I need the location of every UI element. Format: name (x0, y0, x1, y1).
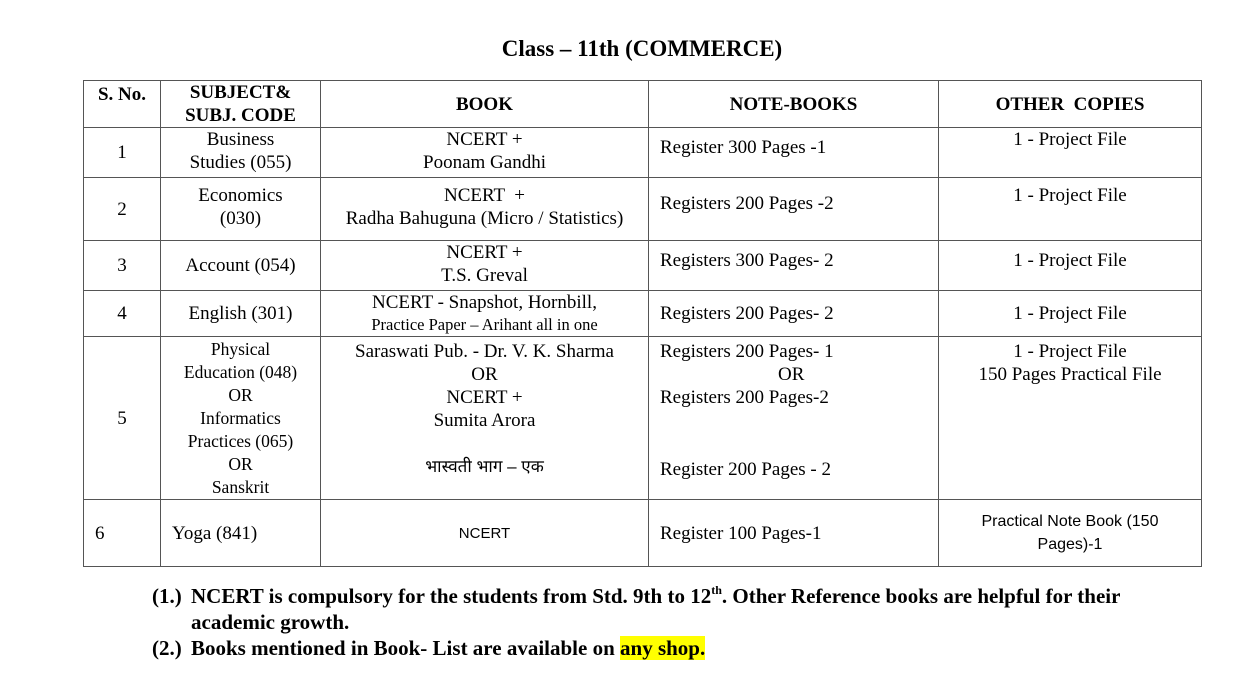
header-book: BOOK (321, 81, 649, 128)
cell-sno: 2 (84, 178, 161, 241)
table-row (84, 178, 1202, 241)
cell-subject: Yoga (841) (161, 500, 321, 567)
cell-book (321, 291, 649, 337)
note-item (152, 583, 1252, 635)
subject-line: Business (206, 129, 275, 150)
cell-book (321, 178, 649, 241)
table-row (84, 128, 1202, 178)
book-line: OR (471, 364, 498, 385)
note-item (152, 635, 1252, 661)
cell-other-copies (939, 500, 1202, 567)
other-copies-line: Practical Note Book (150 (981, 513, 1159, 530)
cell-book (321, 241, 649, 291)
subject-line: Physical (210, 339, 271, 359)
subject-line: Education (048) (183, 362, 298, 382)
note-number: (2.) (152, 636, 182, 660)
header-sno: S. No. (84, 81, 161, 128)
header-subject-line2: SUBJ. CODE (185, 105, 296, 126)
book-line: Saraswati Pub. - Dr. V. K. Sharma (355, 341, 614, 362)
cell-sno: 6 (84, 500, 161, 567)
header-other-copies: OTHER COPIES (939, 81, 1202, 128)
note-text (191, 583, 1252, 609)
book-line: T.S. Greval (441, 265, 528, 286)
spacer (321, 432, 648, 455)
note-text-line2: academic growth. (191, 610, 350, 634)
notebooks-line: OR (778, 364, 805, 385)
cell-notebooks: Register 100 Pages-1 (649, 500, 939, 567)
cell-subject (161, 178, 321, 241)
book-line: Poonam Gandhi (423, 152, 546, 173)
cell-subject (161, 128, 321, 178)
book-line: NCERT + (443, 185, 525, 206)
cell-book: NCERT (321, 500, 649, 567)
book-line: NCERT + (446, 129, 523, 150)
cell-book (321, 128, 649, 178)
book-list-table (83, 80, 1202, 567)
table-row (84, 291, 1202, 337)
cell-sno: 4 (84, 291, 161, 337)
note-text-part: Books mentioned in Book- List are available on (191, 636, 621, 660)
subject-line: (030) (219, 208, 262, 229)
cell-other-copies: 1 - Project File (939, 128, 1202, 178)
table-row (84, 500, 1202, 567)
notes-section (152, 583, 1252, 661)
cell-other-copies: 1 - Project File (939, 241, 1202, 291)
table-header-row (84, 81, 1202, 128)
table-row (84, 241, 1202, 291)
subject-line: OR (228, 454, 253, 474)
other-copies-line: Pages)-1 (1037, 536, 1103, 553)
subject-line: Sanskrit (211, 477, 270, 497)
book-line-hindi: भास्वती भाग – एक (425, 457, 544, 476)
cell-other-copies: 1 - Project File (939, 178, 1202, 241)
cell-subject (161, 337, 321, 500)
highlighted-text: any shop. (620, 636, 706, 660)
cell-sno: 3 (84, 241, 161, 291)
notebooks-line: Registers 200 Pages-2 (660, 387, 829, 408)
superscript: th (711, 583, 722, 597)
other-copies-line: 150 Pages Practical File (978, 364, 1162, 385)
cell-subject: Account (054) (161, 241, 321, 291)
note-text (191, 635, 1252, 661)
cell-notebooks: Register 300 Pages -1 (649, 128, 939, 178)
notebooks-line: Registers 200 Pages- 1 (660, 341, 834, 362)
book-line: NCERT - Snapshot, Hornbill, (372, 291, 597, 313)
subject-line: Studies (055) (189, 152, 292, 173)
cell-notebooks: Registers 200 Pages- 2 (649, 291, 939, 337)
cell-notebooks (649, 337, 939, 500)
book-line: Practice Paper – Arihant all in one (371, 314, 598, 334)
cell-sno: 5 (84, 337, 161, 500)
header-notebooks: NOTE-BOOKS (649, 81, 939, 128)
book-line: Sumita Arora (433, 410, 536, 431)
cell-other-copies: 1 - Project File (939, 291, 1202, 337)
cell-notebooks: Registers 300 Pages- 2 (649, 241, 939, 291)
cell-subject: English (301) (161, 291, 321, 337)
subject-line: OR (228, 385, 253, 405)
book-line: NCERT + (446, 387, 523, 408)
note-number: (1.) (152, 584, 182, 608)
cell-sno: 1 (84, 128, 161, 178)
cell-book (321, 337, 649, 500)
subject-line: Informatics (200, 408, 281, 428)
note-text-part: NCERT is compulsory for the students from Std. 9th to 12 (191, 584, 712, 608)
subject-line: Economics (198, 185, 283, 206)
page-title: Class – 11th (COMMERCE) (501, 36, 783, 61)
subject-line: Practices (065) (187, 431, 294, 451)
spacer (660, 409, 938, 432)
header-subject (161, 81, 321, 128)
notebooks-line: Register 200 Pages - 2 (660, 459, 831, 480)
table-row (84, 337, 1202, 500)
cell-other-copies (939, 337, 1202, 500)
note-text-part: . Other Reference books are helpful for their (721, 584, 1121, 608)
spacer (660, 432, 938, 458)
header-subject-line1: SUBJECT& (189, 82, 292, 103)
book-line: NCERT + (446, 242, 523, 263)
other-copies-line: 1 - Project File (1013, 341, 1127, 362)
book-line: Radha Bahuguna (Micro / Statistics) (345, 208, 624, 229)
cell-notebooks: Registers 200 Pages -2 (649, 178, 939, 241)
